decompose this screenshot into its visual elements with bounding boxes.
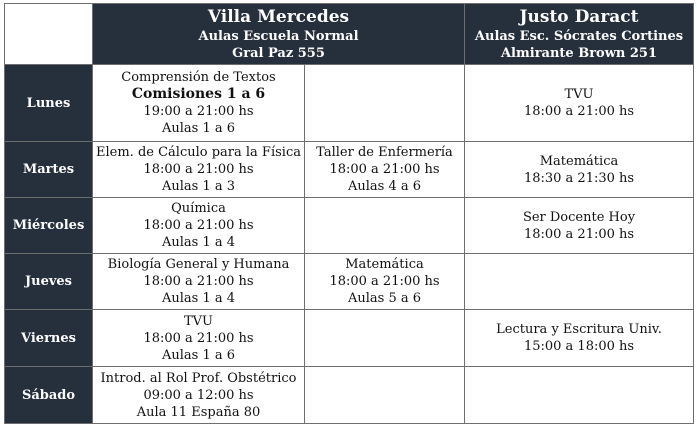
course-name: Ser Docente Hoy bbox=[522, 209, 636, 225]
day-label: Sábado bbox=[5, 367, 93, 424]
course-time: 18:00 a 21:00 hs bbox=[143, 162, 254, 177]
course-time: 18:00 a 21:00 hs bbox=[523, 104, 635, 119]
cell-villa-2 bbox=[305, 142, 465, 198]
course-rooms: Aulas 1 a 4 bbox=[161, 235, 236, 250]
day-label: Miércoles bbox=[5, 198, 93, 254]
row-lunes bbox=[5, 65, 694, 142]
header-villa-line2: Gral Paz 555 bbox=[232, 45, 325, 61]
course-name: Taller de Enfermería bbox=[316, 145, 453, 160]
course-time: 09:00 a 12:00 hs bbox=[143, 387, 254, 403]
cell-justo bbox=[465, 65, 694, 142]
course-time: 18:00 a 21:00 hs bbox=[523, 226, 635, 242]
course-rooms: Aulas 4 a 6 bbox=[347, 179, 422, 194]
course-name: TVU bbox=[183, 313, 213, 329]
course-name: Lectura y Escritura Univ. bbox=[496, 322, 662, 337]
course-name: Comprensión de Textos bbox=[121, 70, 276, 85]
course-name: Elem. de Cálculo para la Física bbox=[96, 145, 301, 160]
course-name: Introd. al Rol Prof. Obstétrico bbox=[100, 370, 297, 386]
cell-justo bbox=[465, 198, 694, 254]
cell-villa-1 bbox=[93, 254, 305, 310]
course-time: 15:00 a 18:00 hs bbox=[523, 339, 635, 354]
cell-villa-2 bbox=[305, 254, 465, 310]
row-martes bbox=[5, 142, 694, 198]
cell-villa-1 bbox=[93, 310, 305, 367]
course-time: 19:00 a 21:00 hs bbox=[143, 104, 254, 119]
header-row bbox=[5, 4, 694, 65]
course-time: 18:00 a 21:00 hs bbox=[143, 330, 254, 346]
cell-justo bbox=[465, 142, 694, 198]
schedule-container bbox=[4, 3, 693, 423]
cell-justo bbox=[465, 367, 694, 424]
course-time: 18:00 a 21:00 hs bbox=[329, 162, 440, 177]
course-rooms: Aulas 1 a 4 bbox=[161, 291, 236, 306]
row-miercoles bbox=[5, 198, 694, 254]
header-justo-line1: Aulas Esc. Sócrates Cortines bbox=[474, 28, 684, 44]
day-label: Viernes bbox=[5, 310, 93, 367]
cell-villa-1 bbox=[93, 367, 305, 424]
header-justo-city: Justo Daract bbox=[519, 6, 639, 27]
day-label: Lunes bbox=[5, 65, 93, 142]
cell-villa-2 bbox=[305, 65, 465, 142]
cell-villa-2 bbox=[305, 198, 465, 254]
course-time: 18:30 a 21:30 hs bbox=[523, 170, 635, 186]
header-justo-daract bbox=[465, 4, 694, 65]
day-label: Martes bbox=[5, 142, 93, 198]
schedule-table bbox=[4, 3, 694, 424]
cell-villa-1 bbox=[93, 198, 305, 254]
cell-villa-1 bbox=[93, 142, 305, 198]
course-name: Química bbox=[171, 201, 226, 216]
course-name: TVU bbox=[564, 87, 594, 102]
course-name: Matemática bbox=[345, 257, 424, 272]
cell-villa-1 bbox=[93, 65, 305, 142]
course-time: 18:00 a 21:00 hs bbox=[329, 274, 440, 289]
header-villa-mercedes bbox=[93, 4, 465, 65]
header-villa-city: Villa Mercedes bbox=[207, 6, 350, 27]
commission-label: Comisiones 1 a 6 bbox=[131, 86, 266, 102]
header-villa-line1: Aulas Escuela Normal bbox=[198, 28, 359, 44]
cell-villa-2 bbox=[305, 310, 465, 367]
row-jueves bbox=[5, 254, 694, 310]
course-rooms: Aulas 5 a 6 bbox=[347, 291, 422, 306]
course-rooms: Aulas 1 a 6 bbox=[161, 121, 236, 136]
corner-cell bbox=[5, 4, 93, 65]
course-name: Biología General y Humana bbox=[107, 257, 290, 272]
course-name: Matemática bbox=[539, 153, 619, 169]
course-rooms: Aulas 1 a 6 bbox=[161, 347, 236, 363]
cell-justo bbox=[465, 254, 694, 310]
course-time: 18:00 a 21:00 hs bbox=[143, 274, 254, 289]
day-label: Jueves bbox=[5, 254, 93, 310]
row-sabado bbox=[5, 367, 694, 424]
course-rooms: Aula 11 España 80 bbox=[136, 404, 261, 420]
cell-villa-2 bbox=[305, 367, 465, 424]
course-time: 18:00 a 21:00 hs bbox=[143, 218, 254, 233]
course-rooms: Aulas 1 a 3 bbox=[161, 179, 236, 194]
cell-justo bbox=[465, 310, 694, 367]
row-viernes bbox=[5, 310, 694, 367]
header-justo-line2: Almirante Brown 251 bbox=[500, 45, 658, 61]
